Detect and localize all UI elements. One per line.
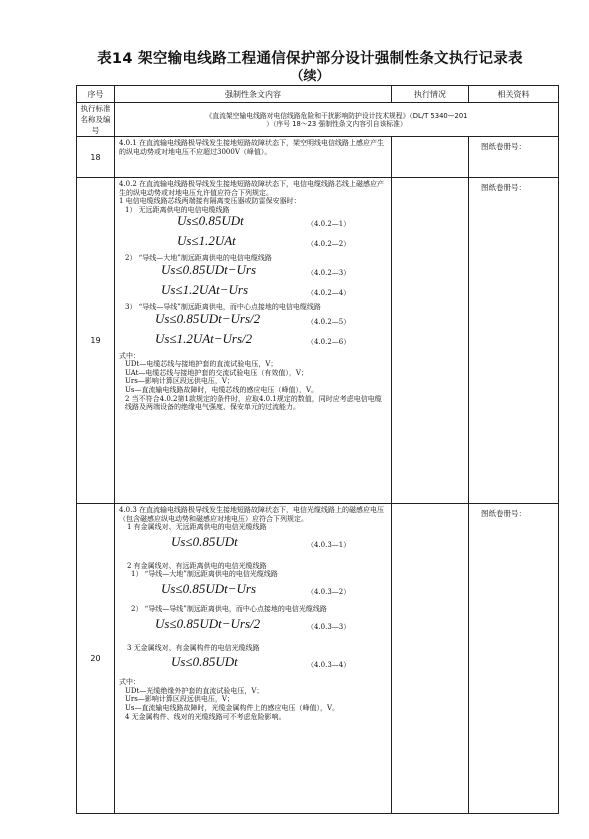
formula-line bbox=[119, 579, 387, 605]
where-label: 式中： bbox=[119, 678, 140, 687]
header-seq: 序号 bbox=[77, 86, 115, 103]
standard-label: 执行标准名称及编号 bbox=[77, 103, 115, 137]
clause-item: 4 无金属构件、线对的光缆线路可不考虑危险影响。 bbox=[125, 712, 286, 721]
formula-line bbox=[119, 214, 387, 234]
clause-item: 1 电信电缆线路芯线两端接有隔离变压器或防雷保安器时： bbox=[119, 197, 301, 206]
formula: Us≤0.85UDt−Urs bbox=[161, 580, 256, 596]
formula: Us≤0.85UDt bbox=[177, 213, 244, 229]
standard-value-line1: 《直流架空输电线路对电信线路危险和干扰影响防护设计技术规程》（DL/T 5340—201 bbox=[205, 111, 468, 120]
formula-line bbox=[119, 263, 387, 283]
formula-line bbox=[119, 614, 387, 640]
row-related: 图纸卷册号： bbox=[469, 178, 559, 504]
formula: Us≤1.2UAt−Urs bbox=[161, 281, 249, 297]
header-status: 执行情况 bbox=[392, 86, 469, 103]
formula-line bbox=[119, 312, 387, 332]
definition: UDt—电缆芯线与接地护套的直流试验电压，V； bbox=[125, 360, 278, 369]
table-row bbox=[77, 137, 559, 178]
definition: UDt—光缆绝缘外护套的直流试验电压，V； bbox=[125, 686, 264, 695]
row-seq: 20 bbox=[77, 504, 115, 814]
formula-number: （4.0.2—6） bbox=[307, 337, 351, 346]
standard-value bbox=[115, 103, 559, 137]
formula-line bbox=[119, 652, 387, 678]
formula-line bbox=[119, 234, 387, 254]
formula: Us≤0.85UDt bbox=[171, 654, 238, 670]
formula: Us≤0.85UDt−Urs/2 bbox=[155, 310, 261, 326]
formula-number: （4.0.2—4） bbox=[307, 288, 351, 297]
formula-number: （4.0.3—2） bbox=[307, 587, 351, 596]
header-related: 相关资料 bbox=[469, 86, 559, 103]
where-label: 式中： bbox=[119, 351, 140, 360]
formula-number: （4.0.2—2） bbox=[307, 240, 351, 249]
standard-value-line2: ）（序号 18～23 强制性条文内容引自该标准） bbox=[266, 119, 407, 128]
clause-intro: 4.0.3 在直流输电线路极导线发生接地短路故障状态下，电信光缆线路上的磁感应电压（包含磁感应纵电动势和磁感应对地电压）应符合下列规定。 bbox=[119, 506, 385, 523]
record-table bbox=[76, 85, 559, 814]
clause-subitem: 1） “导线—大地”制远距离供电的电信光缆线路 bbox=[131, 570, 278, 579]
row-seq: 18 bbox=[77, 137, 115, 178]
formula-number: （4.0.2—3） bbox=[307, 268, 351, 277]
page-subtitle: （续） bbox=[290, 69, 330, 84]
row-status bbox=[392, 178, 469, 504]
table-row bbox=[77, 504, 559, 814]
formula-number: （4.0.2—1） bbox=[307, 220, 351, 229]
formula-line bbox=[119, 532, 387, 558]
row-related: 图纸卷册号： bbox=[469, 137, 559, 178]
header-content: 强制性条文内容 bbox=[115, 86, 392, 103]
formula-line bbox=[119, 283, 387, 303]
clause-subitem: 2） “导线—大地”制远距离供电的电信电缆线路 bbox=[125, 254, 272, 263]
row-related: 图纸卷册号： bbox=[469, 504, 559, 814]
definition: Us—直流输电线路故障时，电缆芯线的感应电压（峰值），V。 bbox=[125, 385, 319, 394]
clause-item: 2 有金属线对、有远距离供电的电信光缆线路 bbox=[127, 561, 267, 570]
clause-item: 3 无金属线对、有金属构件的电信光缆线路 bbox=[127, 643, 260, 652]
clause-intro: 4.0.2 在直流输电线路极导线发生接地短路故障状态下，电信电缆线路芯线上磁感应产生的纵电动势或对地电压允许值应符合下列规定。 bbox=[119, 180, 385, 197]
formula-number: （4.0.2—5） bbox=[307, 317, 351, 326]
definition: Urs—影响计算区段远供电压，V； bbox=[125, 377, 234, 386]
definition: UAt—电缆芯线与接地护套的交流试验电压（有效值），V； bbox=[125, 368, 308, 377]
row-status bbox=[392, 504, 469, 814]
row-content bbox=[115, 178, 392, 504]
definition: Us—直流输电线路故障时，光缆金属构件上的感应电压（峰值），V。 bbox=[125, 703, 340, 712]
formula: Us≤0.85UDt bbox=[171, 533, 238, 549]
clause-subitem: 2） “导线—导线”制远距离供电，而中心点接地的电信光缆线路 bbox=[131, 604, 327, 613]
header-row bbox=[77, 86, 559, 103]
formula: Us≤0.85UDt−Urs/2 bbox=[155, 615, 261, 631]
row-content bbox=[115, 137, 392, 178]
formula-number: （4.0.3—1） bbox=[307, 540, 351, 549]
page-title: 表14 架空输电线路工程通信保护部分设计强制性条文执行记录表 bbox=[97, 51, 523, 67]
formula: Us≤1.2UAt−Urs/2 bbox=[155, 330, 253, 346]
formula-number: （4.0.3—3） bbox=[307, 622, 351, 631]
row-status bbox=[392, 137, 469, 178]
formula-line bbox=[119, 332, 387, 352]
definition: Urs—影响计算区段远供电压，V； bbox=[125, 695, 234, 704]
formula-number: （4.0.3—4） bbox=[307, 661, 351, 670]
clause-subitem: 1） 无远距离供电的电信电缆线路 bbox=[125, 205, 230, 214]
standard-row bbox=[77, 103, 559, 137]
formula: Us≤1.2UAt bbox=[177, 233, 236, 249]
formula: Us≤0.85UDt−Urs bbox=[161, 261, 256, 277]
table-row bbox=[77, 178, 559, 504]
clause-item: 1 有金属线对、无远距离供电的电信光缆线路 bbox=[127, 523, 267, 532]
clause-subitem: 3） “导线—导线”制远距离供电，而中心点接地的电信电缆线路 bbox=[125, 302, 321, 311]
clause-item: 2 当不符合4.0.2第1款规定的条件时，应取4.0.1规定的数值，同时应考虑电信电缆线路及两端设备的绝缘电气强度、保安单元的过流能力。 bbox=[125, 394, 382, 412]
row-seq: 19 bbox=[77, 178, 115, 504]
clause-text: 4.0.1 在直流输电线路极导线发生接地短路故障状态下，架空明线电信线路上感应产生的纵电动势或对地电压不应超过3000V（峰值）。 bbox=[119, 139, 385, 156]
row-content bbox=[115, 504, 392, 814]
